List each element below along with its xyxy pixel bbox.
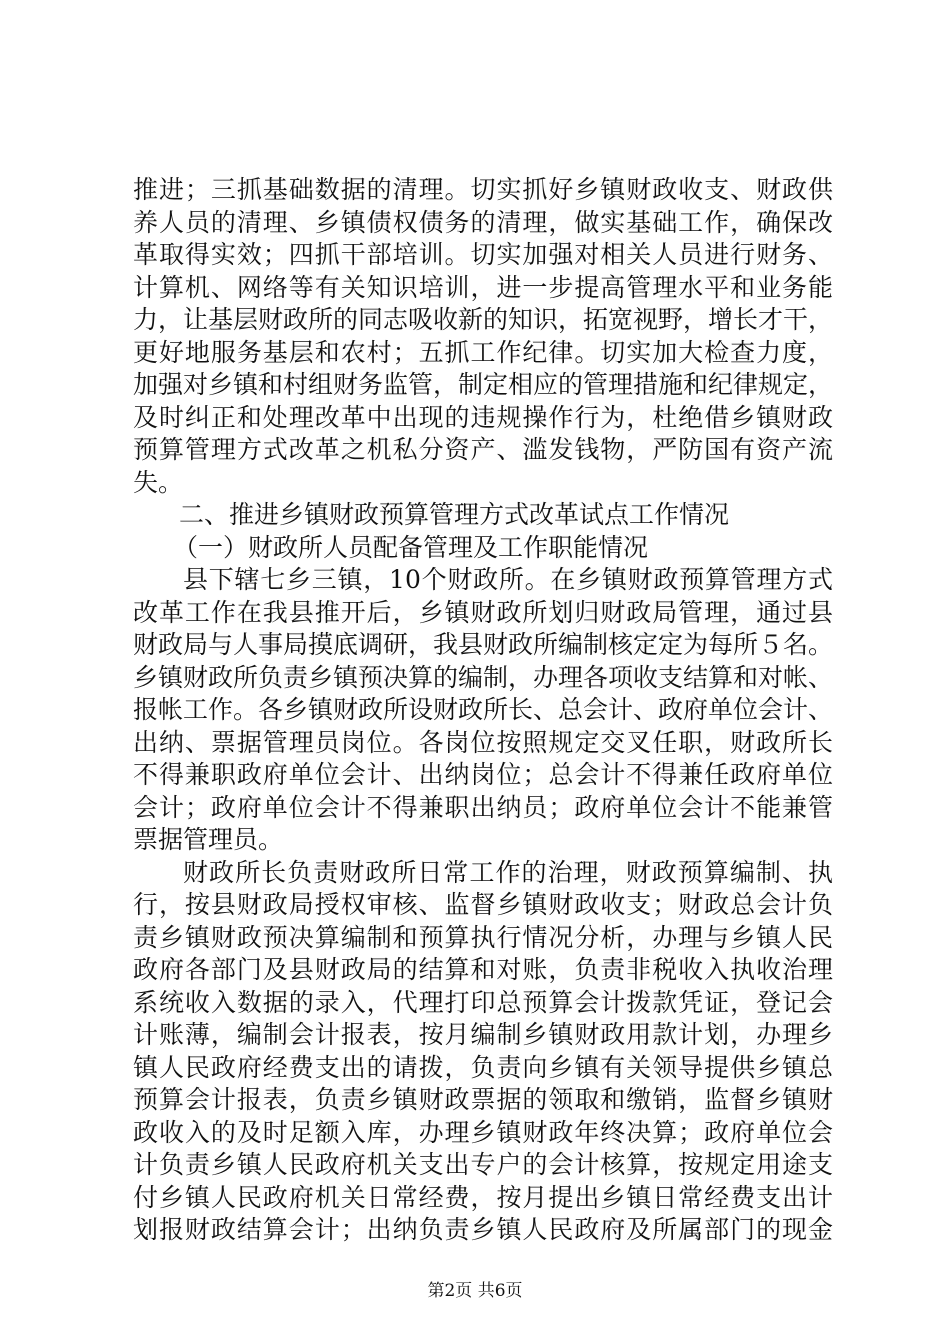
page-number-footer: 第2页 共6页 xyxy=(427,1281,523,1301)
text-line: 推进；三抓基础数据的清理。切实抓好乡镇财政收支、财政供 xyxy=(133,175,833,204)
text-line: 不得兼职政府单位会计、出纳岗位；总会计不得兼任政府单位 xyxy=(133,760,833,789)
text-line: 县下辖七乡三镇，10个财政所。在乡镇财政预算管理方式 xyxy=(183,565,833,594)
text-line: 失。 xyxy=(133,467,184,497)
text-line: 镇人民政府经费支出的请拨，负责向乡镇有关领导提供乡镇总 xyxy=(133,1052,833,1082)
text-line: 票据管理员。 xyxy=(133,825,284,854)
text-line: 革取得实效；四抓干部培训。切实加强对相关人员进行财务、 xyxy=(133,240,833,269)
text-line: 财政所长负责财政所日常工作的治理，财政预算编制、执 xyxy=(183,857,833,887)
text-line: 力，让基层财政所的同志吸收新的知识，拓宽视野，增长才干， xyxy=(133,305,834,334)
text-line: 预算会计报表，负责乡镇财政票据的领取和缴销，监督乡镇财 xyxy=(133,1085,833,1114)
body-text xyxy=(133,174,833,1247)
text-line: 系统收入数据的录入，代理打印总预算会计拨款凭证，登记会 xyxy=(133,987,833,1017)
text-line: 加强对乡镇和村组财务监管，制定相应的管理措施和纪律规定， xyxy=(133,370,834,399)
text-line: 及时纠正和处理改革中出现的违规操作行为，杜绝借乡镇财政 xyxy=(133,402,833,432)
text-line: 会计；政府单位会计不得兼职出纳员；政府单位会计不能兼管 xyxy=(133,792,833,822)
text-line: 政府各部门及县财政局的结算和对账，负责非税收入执收治理 xyxy=(133,955,833,984)
text-line: 更好地服务基层和农村；五抓工作纪律。切实加大检查力度， xyxy=(133,337,833,367)
text-line: 报帐工作。各乡镇财政所设财政所长、总会计、政府单位会计、 xyxy=(133,695,834,724)
section-heading: 二、推进乡镇财政预算管理方式改革试点工作情况 xyxy=(179,500,730,529)
text-line: 划报财政结算会计；出纳负责乡镇人民政府及所属部门的现金 xyxy=(133,1215,833,1244)
text-line: 计账薄，编制会计报表，按月编制乡镇财政用款计划，办理乡 xyxy=(133,1020,833,1049)
text-line: 付乡镇人民政府机关日常经费，按月提出乡镇日常经费支出计 xyxy=(133,1182,833,1212)
text-line: 计负责乡镇人民政府机关支出专户的会计核算，按规定用途支 xyxy=(133,1150,833,1179)
text-line: 养人员的清理、乡镇债权债务的清理，做实基础工作，确保改 xyxy=(133,207,833,237)
text-line: 责乡镇财政预决算编制和预算执行情况分析，办理与乡镇人民 xyxy=(133,922,833,952)
text-line: 预算管理方式改革之机私分资产、滥发钱物，严防国有资产流 xyxy=(133,435,833,464)
text-line: 计算机、网络等有关知识培训，进一步提高管理水平和业务能 xyxy=(133,272,833,302)
text-line: 财政局与人事局摸底调研，我县财政所编制核定定为每所５名。 xyxy=(133,630,834,659)
text-line: 出纳、票据管理员岗位。各岗位按照规定交叉任职，财政所长 xyxy=(133,727,833,757)
text-line: 政收入的及时足额入库，办理乡镇财政年终决算；政府单位会 xyxy=(133,1117,833,1147)
subsection-heading: （一）财政所人员配备管理及工作职能情况 xyxy=(173,532,649,562)
text-line: 改革工作在我县推开后，乡镇财政所划归财政局管理，通过县 xyxy=(133,597,833,627)
text-line: 乡镇财政所负责乡镇预决算的编制，办理各项收支结算和对帐、 xyxy=(133,662,834,692)
text-line: 行，按县财政局授权审核、监督乡镇财政收支；财政总会计负 xyxy=(133,890,833,919)
